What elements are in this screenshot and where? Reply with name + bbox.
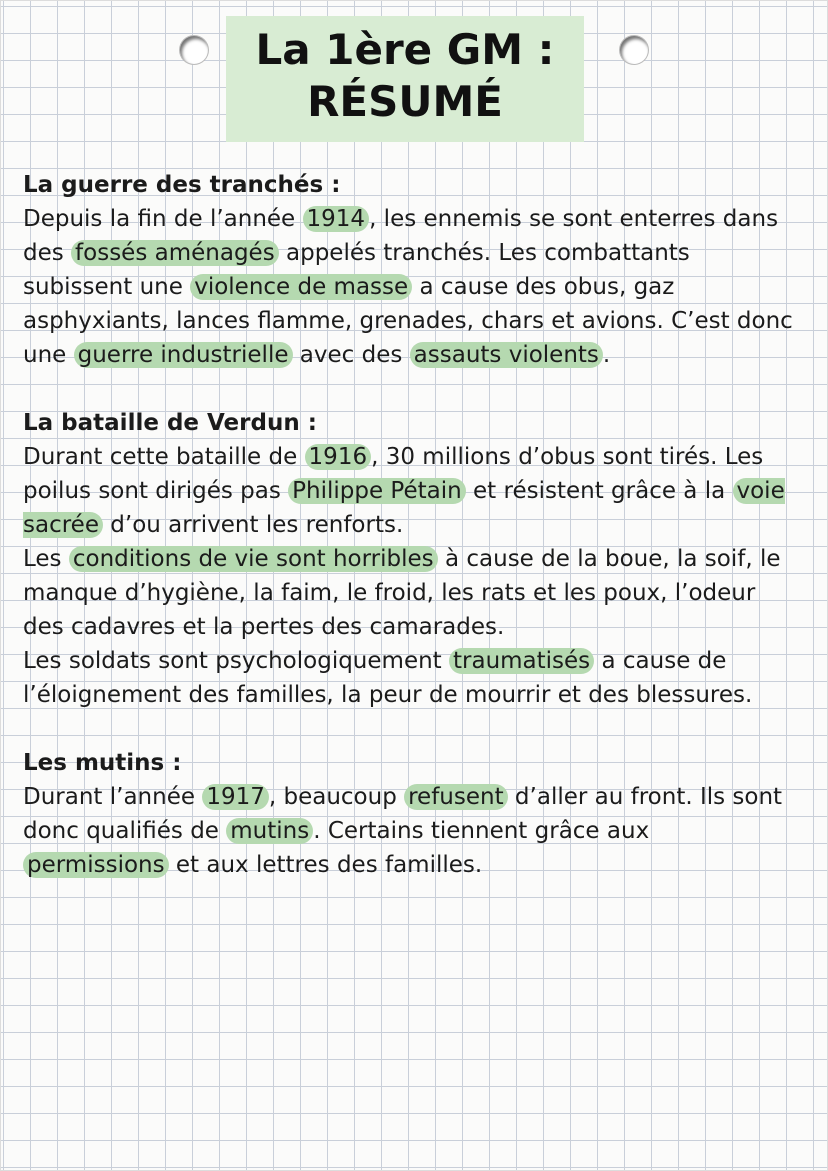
highlighted-term: voie sacrée <box>23 478 785 538</box>
text-segment: d’ou arrivent les renforts. <box>102 512 404 538</box>
highlighted-term: 1916 <box>305 444 372 470</box>
text-segment: avec des <box>292 342 410 368</box>
text-segment: Les <box>23 546 69 572</box>
highlighted-term: mutins <box>226 818 313 844</box>
title-highlight <box>226 16 584 142</box>
paragraph <box>23 542 798 644</box>
section-heading: La bataille de Verdun : <box>23 410 317 436</box>
highlighted-term: conditions de vie sont horribles <box>69 546 438 572</box>
text-segment: . Certains tiennent grâce aux <box>313 818 650 844</box>
text-segment: appelés tranchés. Les combattants subissent une <box>23 240 690 300</box>
summary-content <box>23 168 798 916</box>
page-subtitle: RÉSUMÉ <box>307 77 503 126</box>
text-segment: Les soldats sont psychologiquement <box>23 648 449 674</box>
text-segment: d’aller au front. Ils sont donc qualifiés de <box>23 784 783 844</box>
page-title: La 1ère GM : <box>255 25 555 74</box>
text-segment: , les ennemis se sont enterres dans des <box>23 206 779 266</box>
highlighted-term: Philippe Pétain <box>288 478 466 504</box>
highlighted-term: fossés aménagés <box>71 240 279 266</box>
text-segment: et aux lettres des familles. <box>168 852 483 878</box>
section <box>23 406 798 712</box>
highlighted-term: traumatisés <box>449 648 594 674</box>
text-segment: Depuis la fin de l’année <box>23 206 303 232</box>
text-segment: , beaucoup <box>268 784 405 810</box>
highlighted-term: permissions <box>23 852 169 878</box>
text-segment: a cause des obus, gaz asphyxiants, lances flamme, grenades, chars et avions. C’est donc une <box>23 274 793 368</box>
section-heading: Les mutins : <box>23 750 182 776</box>
section-heading: La guerre des tranchés : <box>23 172 341 198</box>
text-segment: à cause de la boue, la soif, le manque d’hygiène, la faim, le froid, les rats et les poux, l’odeur des cadavres et la pertes des camarades. <box>23 546 781 640</box>
highlighted-term: 1914 <box>303 206 370 232</box>
paragraph <box>23 440 798 542</box>
highlighted-term: refusent <box>404 784 508 810</box>
section <box>23 168 798 372</box>
highlighted-term: 1917 <box>202 784 269 810</box>
highlighted-term: assauts violents <box>410 342 603 368</box>
text-segment: , 30 millions d’obus sont tirés. Les poilus sont dirigés pas <box>23 444 764 504</box>
paragraph <box>23 644 798 712</box>
text-segment: a cause de l’éloignement des familles, la peur de mourrir et des blessures. <box>23 648 753 708</box>
text-segment: Durant cette bataille de <box>23 444 305 470</box>
punch-hole-right <box>620 36 648 64</box>
text-segment: Durant l’année <box>23 784 203 810</box>
text-segment: . <box>602 342 611 368</box>
highlighted-term: guerre industrielle <box>74 342 293 368</box>
highlighted-term: violence de masse <box>190 274 412 300</box>
punch-hole-left <box>180 36 208 64</box>
section <box>23 746 798 882</box>
paragraph <box>23 202 798 372</box>
text-segment: et résistent grâce à la <box>465 478 733 504</box>
paragraph <box>23 780 798 882</box>
